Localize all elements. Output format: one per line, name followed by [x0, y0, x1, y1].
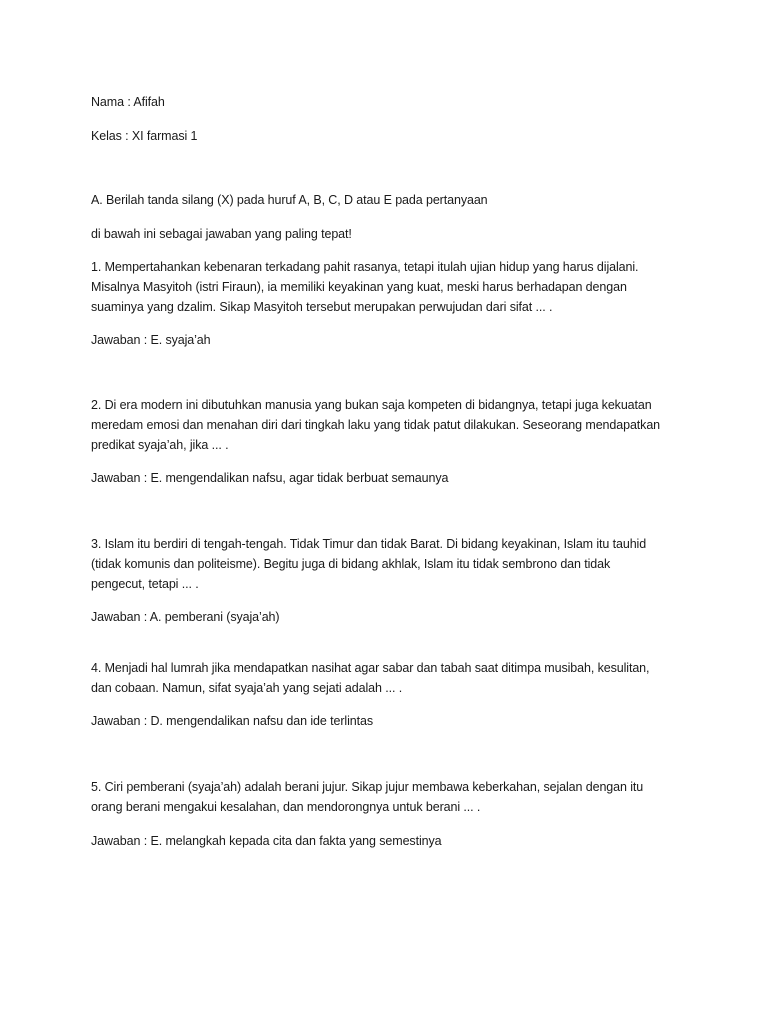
- answer: Jawaban : E. syaja’ah: [91, 333, 211, 347]
- question-text-line: 1. Mempertahankan kebenaran terkadang pahit rasanya, tetapi itulah ujian hidup yang harus dijalani.: [91, 260, 639, 274]
- question-text-line: meredam emosi dan menahan diri dari tingkah laku yang tidak patut dilakukan. Seseorang mendapatkan: [91, 418, 661, 432]
- question-text-line: 5. Ciri pemberani (syaja’ah) adalah berani jujur. Sikap jujur membawa keberkahan, sejalan dengan itu: [91, 780, 644, 794]
- question-text-line: dan cobaan. Namun, sifat syaja’ah yang sejati adalah ... .: [91, 681, 403, 695]
- student-class: Kelas : XI farmasi 1: [91, 129, 198, 143]
- answer: Jawaban : A. pemberani (syaja’ah): [91, 610, 280, 624]
- question-text-line: pengecut, tetapi ... .: [91, 577, 199, 591]
- question-text-line: (tidak komunis dan politeisme). Begitu juga di bidang akhlak, Islam itu tidak sembrono dan tidak: [91, 557, 611, 571]
- question-text-line: 2. Di era modern ini dibutuhkan manusia yang bukan saja kompeten di bidangnya, tetapi juga kekuatan: [91, 398, 652, 412]
- instruction-line-1: A. Berilah tanda silang (X) pada huruf A, B, C, D atau E pada pertanyaan: [91, 193, 488, 207]
- question-text-line: predikat syaja’ah, jika ... .: [91, 438, 229, 452]
- question-text-line: suaminya yang dzalim. Sikap Masyitoh tersebut merupakan perwujudan dari sifat ... .: [91, 300, 553, 314]
- question-text-line: 4. Menjadi hal lumrah jika mendapatkan nasihat agar sabar dan tabah saat ditimpa musibah, kesulitan,: [91, 661, 650, 675]
- answer: Jawaban : D. mengendalikan nafsu dan ide terlintas: [91, 714, 373, 728]
- answer: Jawaban : E. melangkah kepada cita dan fakta yang semestinya: [91, 834, 442, 848]
- question-text-line: Misalnya Masyitoh (istri Firaun), ia memiliki keyakinan yang kuat, meski harus berhadapan dengan: [91, 280, 627, 294]
- instruction-line-2: di bawah ini sebagai jawaban yang paling tepat!: [91, 227, 352, 241]
- answer: Jawaban : E. mengendalikan nafsu, agar tidak berbuat semaunya: [91, 471, 449, 485]
- student-name: Nama : Afifah: [91, 95, 165, 109]
- question-text-line: 3. Islam itu berdiri di tengah-tengah. Tidak Timur dan tidak Barat. Di bidang keyakinan, Islam itu tauhid: [91, 537, 647, 551]
- question-text-line: orang berani mengakui kesalahan, dan mendorongnya untuk berani ... .: [91, 800, 481, 814]
